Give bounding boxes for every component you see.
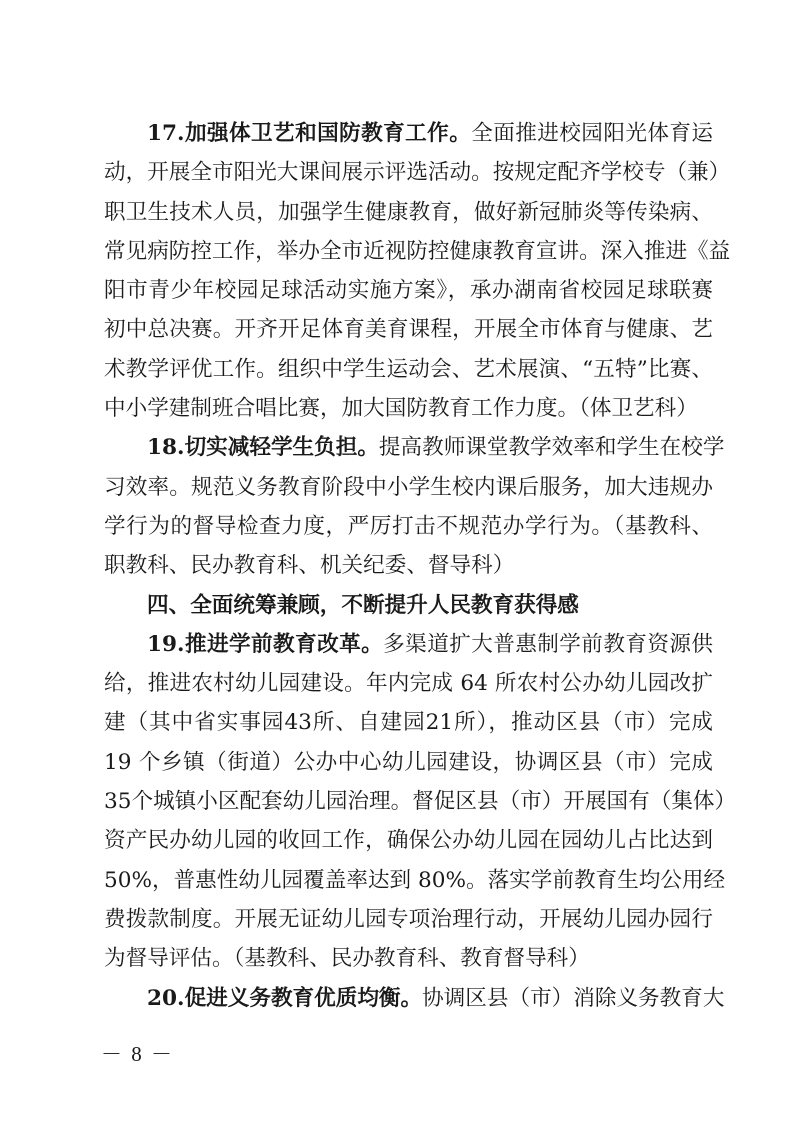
body-text: 给，推进农村幼儿园建设。年内完成 64 所农村公办幼儿园改扩 — [104, 671, 713, 697]
text-line — [104, 389, 713, 428]
text-line — [104, 232, 731, 271]
body-text: 19 个乡镇（街道）公办中心幼儿园建设，协调区县（市）完成 — [104, 749, 713, 775]
item-title: 20.促进义务教育优质均衡。 — [147, 985, 423, 1011]
body-text: 协调区县（市）消除义务教育大 — [422, 985, 725, 1011]
heading-text: 四、全面统筹兼顾，不断提升人民教育获得感 — [147, 592, 579, 618]
body-text: 50%，普惠性幼儿园覆盖率达到 80%。落实学前教育生均公用经 — [104, 867, 726, 893]
body-text: 全面推进校园阳光体育运 — [471, 121, 713, 146]
text-line — [104, 546, 713, 585]
body-text: 为督导评估。（基教科、民办教育科、教育督导科） — [104, 946, 590, 972]
text-line — [104, 428, 725, 467]
body-text: 职卫生技术人员，加强学生健康教育，做好新冠肺炎等传染病、 — [104, 199, 713, 225]
paragraph — [104, 428, 725, 585]
text-line — [104, 350, 713, 389]
text-line — [104, 703, 713, 742]
body-text: 提高教师课堂教学效率和学生在校学 — [378, 435, 725, 461]
body-text: 学行为的督导检查力度，严厉打击不规范办学行为。（基教科、 — [104, 513, 713, 539]
body-text: 初中总决赛。开齐开足体育美育课程，开展全市体育与健康、艺 — [104, 317, 713, 343]
text-line — [104, 664, 713, 703]
paragraph — [104, 114, 731, 428]
text-line — [104, 271, 713, 310]
page-number: － 8 － — [101, 1042, 174, 1066]
text-line — [104, 114, 713, 153]
body-text: 建（其中省实事园43所、自建园21所），推动区县（市）完成 — [104, 710, 713, 736]
item-title: 18.切实减轻学生负担。 — [147, 435, 379, 461]
body-text: 中小学建制班合唱比赛，加大国防教育工作力度。（体卫艺科） — [104, 396, 698, 422]
body-text: 常见病防控工作，举办全市近视防控健康教育宣讲。深入推进《益 — [104, 238, 731, 264]
text-line — [104, 979, 725, 1018]
body-text: 35个城镇小区配套幼儿园治理。督促区县（市）开展国有（集体） — [104, 789, 737, 815]
text-line — [104, 939, 713, 978]
body-text: 阳市青少年校园足球活动实施方案》，承办湖南省校园足球联赛 — [104, 278, 713, 304]
body-text: 术教学评优工作。组织中学生运动会、艺术展演、“五特”比赛、 — [104, 356, 713, 382]
text-line — [104, 468, 713, 507]
text-line — [104, 821, 713, 860]
text-line — [104, 153, 731, 192]
item-title: 17.加强体卫艺和国防教育工作。 — [147, 121, 472, 146]
text-line — [104, 743, 713, 782]
body-text: 资产民办幼儿园的收回工作，确保公办幼儿园在园幼儿占比达到 — [104, 828, 713, 854]
text-line — [104, 861, 726, 900]
paragraph — [104, 625, 737, 979]
text-line — [104, 310, 713, 349]
body-text: 职教科、民办教育科、机关纪委、督导科） — [104, 553, 515, 579]
paragraph — [104, 979, 725, 1018]
text-line — [104, 193, 713, 232]
body-text: 习效率。规范义务教育阶段中小学生校内课后服务，加大违规办 — [104, 474, 713, 500]
text-line — [104, 586, 713, 625]
section-heading — [104, 586, 713, 625]
text-line — [104, 625, 713, 664]
body-text: 费拨款制度。开展无证幼儿园专项治理行动，开展幼儿园办园行 — [104, 906, 713, 932]
item-title: 19.推进学前教育改革。 — [147, 631, 384, 657]
text-line — [104, 782, 737, 821]
body-text: 多渠道扩大普惠制学前教育资源供 — [383, 631, 713, 657]
text-line — [104, 900, 713, 939]
document-body — [104, 114, 737, 1018]
body-text: 动，开展全市阳光大课间展示评选活动。按规定配齐学校专（兼） — [104, 160, 731, 186]
text-line — [104, 507, 713, 546]
